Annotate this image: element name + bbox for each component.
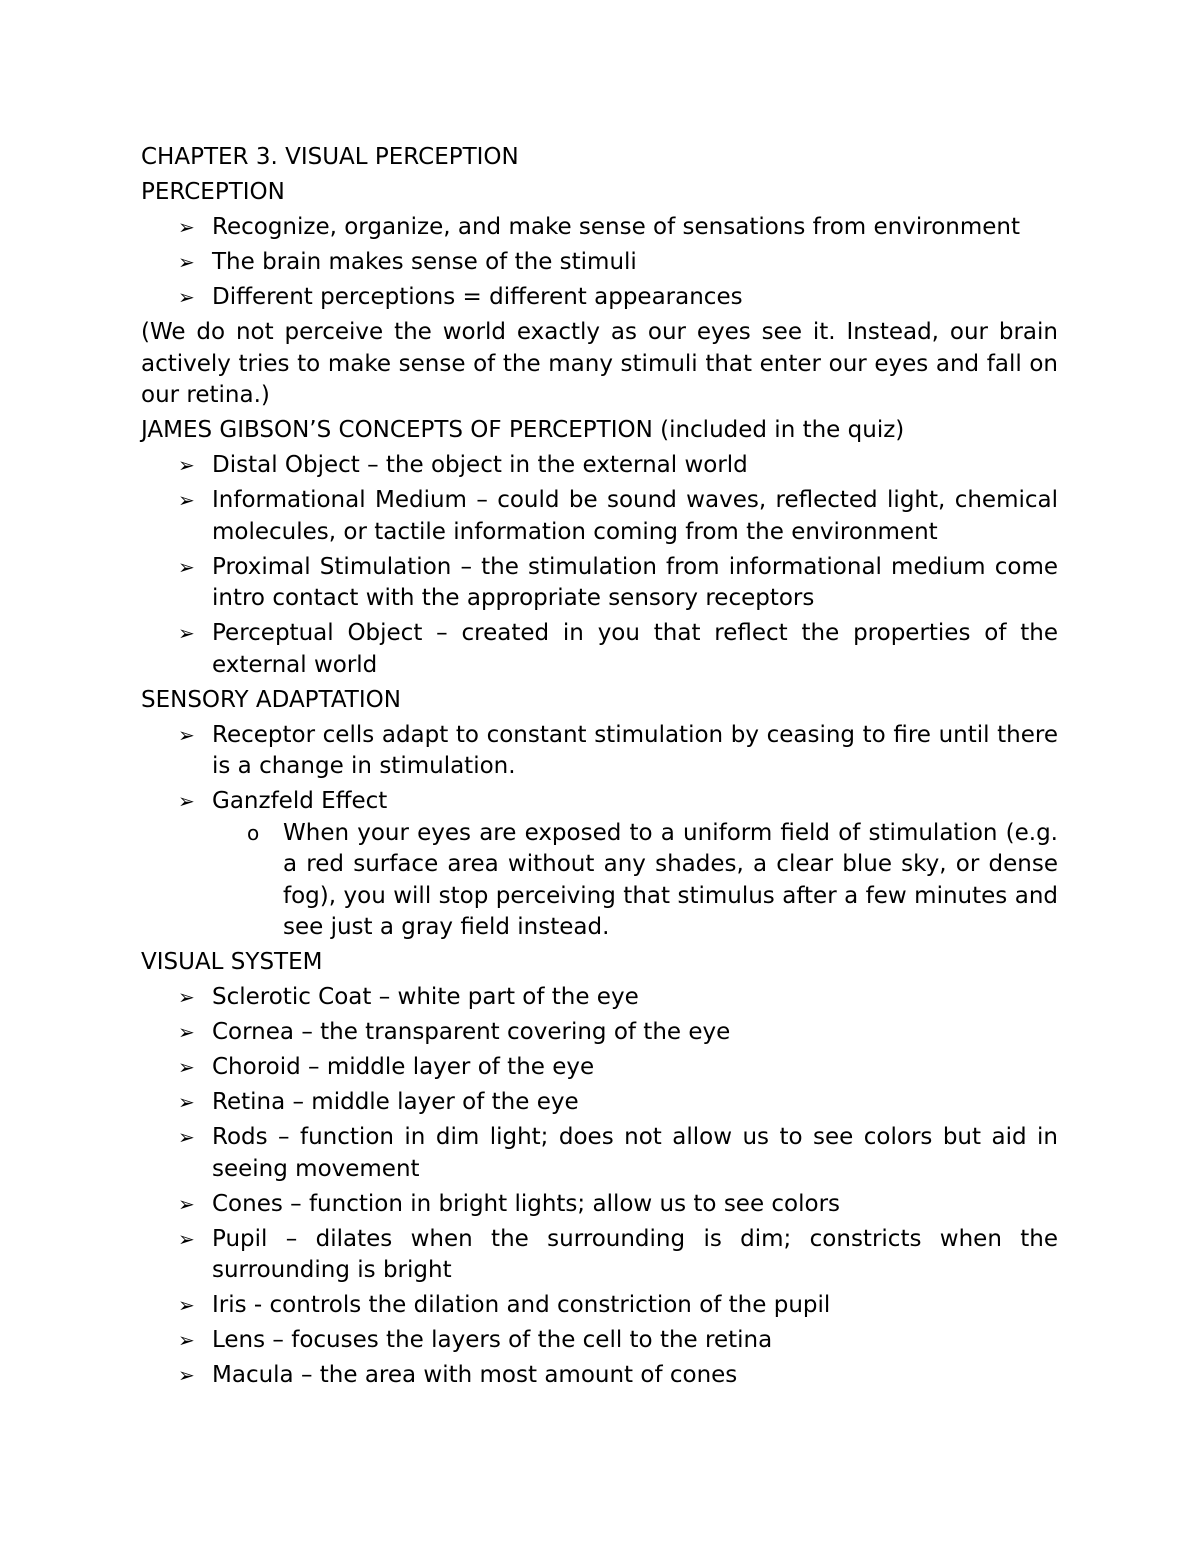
list-item: ➢ Choroid – middle layer of the eye bbox=[141, 1052, 1058, 1084]
arrow-bullet-icon: ➢ bbox=[178, 1090, 195, 1114]
sub-list-item: o When your eyes are exposed to a uniform field of stimulation (e.g. a red surface area without any shades, a clear blue sky, or dense fog), you will stop perceiving that stimulus after a few minutes and see just a gray field instead. bbox=[247, 819, 1058, 940]
list-item: ➢ Pupil – dilates when the surrounding is dim; constricts when the surrounding is bright bbox=[178, 1225, 1058, 1283]
arrow-bullet-icon: ➢ bbox=[178, 1226, 195, 1251]
list-item: ➢ Retina – middle layer of the eye bbox=[141, 1087, 1058, 1119]
adaptation-bullet-list bbox=[141, 720, 1058, 944]
list-item: ➢ Lens – focuses the layers of the cell to the retina bbox=[141, 1325, 1058, 1357]
arrow-bullet-icon: ➢ bbox=[178, 250, 195, 274]
arrow-bullet-icon: ➢ bbox=[178, 453, 195, 477]
arrow-bullet-icon: ➢ bbox=[178, 1020, 195, 1044]
section-heading-sensory-adaptation: SENSORY ADAPTATION bbox=[141, 686, 401, 713]
list-item: ➢ Distal Object – the object in the external world bbox=[141, 450, 1058, 482]
perception-bullet-list bbox=[141, 212, 1058, 314]
arrow-bullet-icon: ➢ bbox=[178, 1328, 195, 1352]
arrow-bullet-icon: ➢ bbox=[178, 554, 195, 579]
section-heading-perception: PERCEPTION bbox=[141, 179, 285, 205]
document-page bbox=[141, 142, 1058, 1395]
list-item: ➢ Rods – function in dim light; does not allow us to see colors but aid in seeing movement bbox=[178, 1124, 1058, 1182]
arrow-bullet-icon: ➢ bbox=[178, 985, 195, 1009]
list-item: ➢ Sclerotic Coat – white part of the eye bbox=[141, 982, 1058, 1014]
list-item: ➢ Macula – the area with most amount of cones bbox=[141, 1360, 1058, 1392]
list-item: ➢ Informational Medium – could be sound waves, reflected light, chemical molecules, or tactile information coming from the environment bbox=[178, 487, 1058, 545]
gibson-bullet-list bbox=[141, 450, 1058, 681]
arrow-bullet-icon: ➢ bbox=[178, 215, 195, 239]
arrow-bullet-icon: ➢ bbox=[178, 1055, 195, 1079]
chapter-title: CHAPTER 3. VISUAL PERCEPTION bbox=[141, 144, 519, 170]
arrow-bullet-icon: ➢ bbox=[178, 1363, 195, 1387]
list-item: ➢ Receptor cells adapt to constant stimulation by ceasing to fire until there is a change in stimulation. bbox=[178, 721, 1058, 779]
list-item: ➢ Cones – function in bright lights; allow us to see colors bbox=[141, 1189, 1058, 1221]
ganzfeld-sub-list bbox=[212, 818, 1058, 944]
arrow-bullet-icon: ➢ bbox=[178, 1125, 195, 1149]
section-heading-gibson: JAMES GIBSON’S CONCEPTS OF PERCEPTION (included in the quiz) bbox=[141, 417, 905, 443]
arrow-bullet-icon: ➢ bbox=[178, 722, 195, 747]
list-item: ➢ Perceptual Object – created in you that reflect the properties of the external world bbox=[178, 620, 1058, 678]
arrow-bullet-icon: ➢ bbox=[178, 488, 195, 512]
list-item: ➢ Different perceptions = different appearances bbox=[141, 282, 1058, 314]
perception-note: (We do not perceive the world exactly as our eyes see it. Instead, our brain actively tries to make sense of the many stimuli that enter our eyes and fall on our retina.) bbox=[141, 319, 1058, 408]
arrow-bullet-icon: ➢ bbox=[178, 621, 195, 645]
list-item: ➢ Proximal Stimulation – the stimulation from informational medium come intro contact with the appropriate sensory receptors bbox=[178, 553, 1058, 611]
arrow-bullet-icon: ➢ bbox=[178, 1293, 195, 1317]
list-item: ➢ Cornea – the transparent covering of the eye bbox=[141, 1017, 1058, 1049]
list-item: ➢ The brain makes sense of the stimuli bbox=[141, 247, 1058, 279]
list-item: ➢ Ganzfeld Effect o When your eyes are exposed to a uniform field of stimulation (e.g. a red surface area without any shades, a clear blue sky, or dense fog), you will stop perceiving that stimulus after a few minutes and see just a gray field instead. bbox=[141, 786, 1058, 944]
arrow-bullet-icon: ➢ bbox=[178, 285, 195, 309]
circle-bullet-icon: o bbox=[247, 820, 260, 845]
section-heading-visual-system: VISUAL SYSTEM bbox=[141, 949, 323, 975]
arrow-bullet-icon: ➢ bbox=[178, 789, 195, 813]
list-item: ➢ Recognize, organize, and make sense of sensations from environment bbox=[141, 212, 1058, 244]
visual-system-bullet-list bbox=[141, 982, 1058, 1392]
arrow-bullet-icon: ➢ bbox=[178, 1191, 195, 1216]
list-item: ➢ Iris - controls the dilation and constriction of the pupil bbox=[141, 1290, 1058, 1322]
